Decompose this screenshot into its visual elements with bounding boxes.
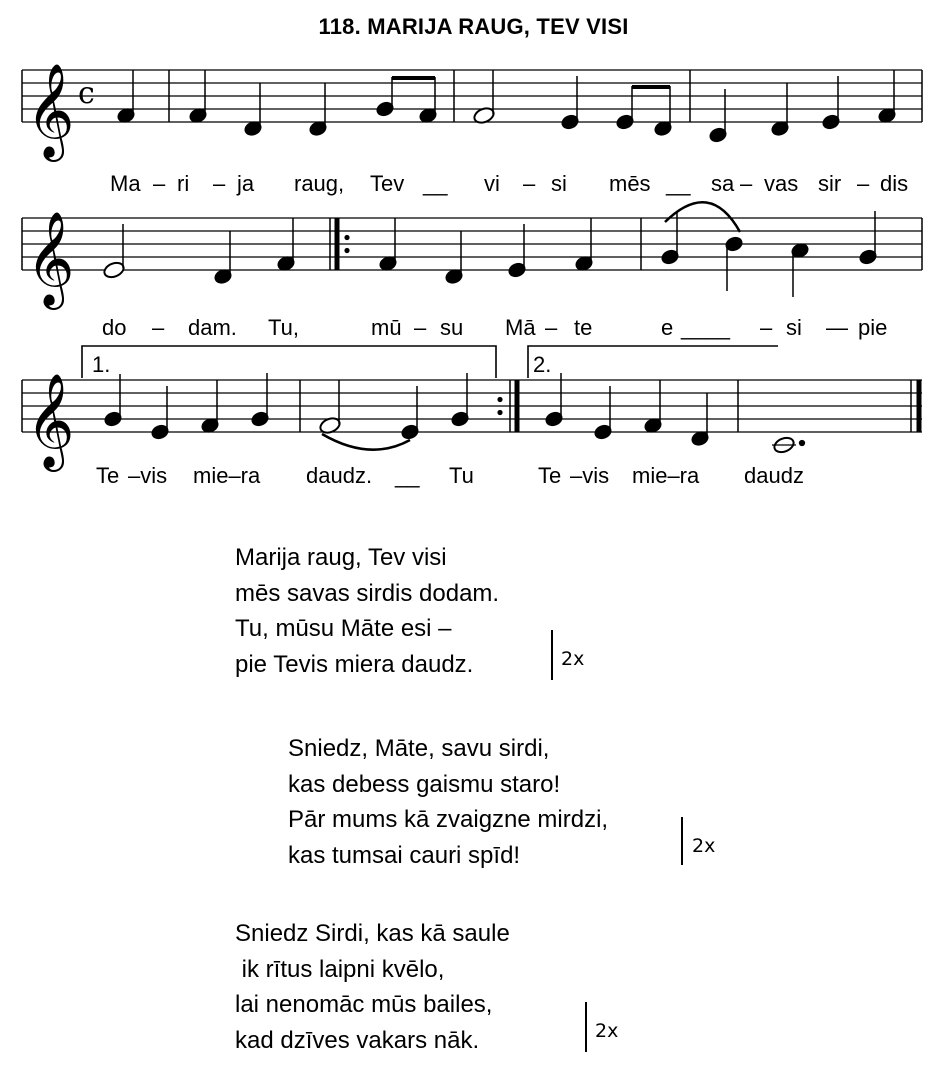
- volta-1-label: 1.: [92, 352, 111, 377]
- lyric-syllable: dis: [880, 171, 909, 196]
- verse-line: kas debess gaismu staro!: [288, 770, 561, 798]
- treble-clef-icon: 𝄞: [26, 373, 75, 468]
- lyric-syllable: mie–ra: [193, 463, 261, 488]
- lyric-syllable: vi: [484, 171, 500, 196]
- verse-line: pie Tevis miera daudz.: [235, 651, 474, 679]
- lyric-syllable: te: [574, 315, 593, 340]
- lyric-syllable: –: [213, 171, 226, 196]
- lyric-syllable: –: [152, 315, 165, 340]
- lyric-syllable: pie: [858, 315, 888, 340]
- lyric-syllable: –: [523, 171, 536, 196]
- verse-line: lai nenomāc mūs bailes,: [235, 991, 493, 1019]
- lyric-syllable: si: [786, 315, 802, 340]
- lyric-syllable: –: [760, 315, 773, 340]
- repeat-bar: [551, 630, 553, 680]
- lyric-syllable: daudz.: [306, 463, 373, 488]
- lyric-syllable: dam.: [188, 315, 237, 340]
- verse-line: Tu, mūsu Māte esi –: [235, 615, 452, 643]
- lyric-syllable: Ma: [110, 171, 141, 196]
- lyric-syllable: Te: [538, 463, 562, 488]
- verse-3: [235, 916, 510, 1059]
- lyric-syllable: sir: [818, 171, 842, 196]
- lyric-syllable: do: [102, 315, 127, 340]
- lyric-syllable: vas: [764, 171, 799, 196]
- verse-1: [235, 540, 499, 683]
- lyric-syllable: –: [153, 171, 166, 196]
- lyric-syllable: mie–ra: [632, 463, 700, 488]
- lyric-syllable: –: [857, 171, 870, 196]
- song-title: 118. MARIJA RAUG, TEV VISI: [318, 14, 629, 39]
- lyric-syllable: mū: [371, 315, 402, 340]
- volta-2-label: 2.: [533, 352, 552, 377]
- verse-line: Pār mums kā zvaigzne mirdzi,: [288, 806, 609, 834]
- lyric-syllable: __: [666, 171, 691, 196]
- lyric-syllable: ri: [177, 171, 190, 196]
- verse-2: [288, 731, 608, 874]
- repeat-bar: [681, 817, 683, 865]
- verse-line: kad dzīves vakars nāk.: [235, 1027, 480, 1055]
- common-time-icon: c: [78, 76, 95, 111]
- verse-line: Sniedz, Māte, savu sirdi,: [288, 735, 550, 762]
- repeat-label: 2x: [561, 648, 585, 670]
- verse-line: Sniedz Sirdi, kas kā saule: [235, 920, 510, 947]
- lyric-syllable: Tev: [370, 171, 405, 196]
- lyric-syllable: –: [740, 171, 753, 196]
- treble-clef-icon: 𝄞: [26, 211, 75, 306]
- staff-2: [0, 195, 947, 310]
- verse-line: kas tumsai cauri spīd!: [288, 842, 521, 870]
- lyric-syllable: sa: [711, 171, 735, 196]
- lyric-syllable: __: [423, 171, 448, 196]
- lyric-syllable: si: [551, 171, 567, 196]
- lyric-syllable: Tu,: [268, 315, 299, 340]
- staff-1: [0, 40, 947, 170]
- tie: [322, 434, 410, 450]
- verse-line: ik rītus laipni kvēlo,: [235, 955, 445, 983]
- lyric-syllable: Tu: [449, 463, 474, 488]
- lyric-syllable: __: [395, 463, 420, 488]
- lyric-syllable: mēs: [609, 171, 651, 196]
- lyric-syllable: Mā: [505, 315, 536, 340]
- lyric-syllable: —: [826, 315, 848, 340]
- lyric-syllable: –: [545, 315, 558, 340]
- lyric-syllable: ____: [681, 315, 730, 340]
- lyric-syllable: –: [414, 315, 427, 340]
- lyric-syllable: raug,: [294, 171, 345, 196]
- lyric-syllable: e: [661, 315, 674, 340]
- lyric-syllable: Te: [96, 463, 120, 488]
- lyric-syllable: daudz: [744, 463, 804, 488]
- treble-clef-icon: 𝄞: [26, 63, 75, 158]
- lyric-syllable: –vis: [128, 463, 168, 488]
- repeat-label: 2x: [595, 1020, 619, 1042]
- repeat-bar: [585, 1002, 587, 1052]
- lyric-syllable: –vis: [570, 463, 610, 488]
- repeat-label: 2x: [692, 835, 716, 857]
- verse-line: Marija raug, Tev visi: [235, 544, 447, 571]
- lyric-syllable: ja: [237, 171, 255, 196]
- lyric-syllable: su: [440, 315, 464, 340]
- verse-line: mēs savas sirdis dodam.: [235, 579, 500, 607]
- staff-3: [0, 335, 947, 468]
